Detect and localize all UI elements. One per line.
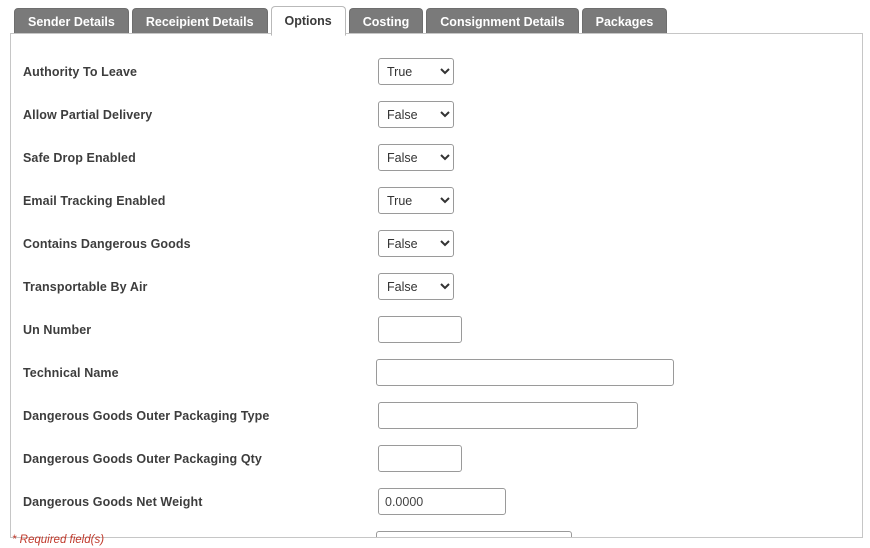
input-dg-net-weight[interactable] (378, 488, 506, 515)
select-authority-to-leave[interactable] (378, 58, 454, 85)
form-row-contains-dangerous-goods (11, 222, 862, 265)
field-safe-drop-enabled (376, 144, 862, 171)
label-email-tracking-enabled: Email Tracking Enabled (23, 193, 166, 208)
tab-strip (0, 0, 870, 34)
tab-options[interactable]: Options (271, 6, 346, 36)
label-un-number: Un Number (23, 322, 92, 337)
label-technical-name: Technical Name (23, 365, 119, 380)
field-dg-outer-packaging-qty (376, 445, 862, 472)
label-safe-drop-enabled: Safe Drop Enabled (23, 150, 136, 165)
field-contains-dangerous-goods (376, 230, 862, 257)
label-dg-outer-packaging-qty: Dangerous Goods Outer Packaging Qty (23, 451, 262, 466)
tab-consignment-details[interactable]: Consignment Details (426, 8, 578, 35)
field-dg-class-division (376, 531, 862, 538)
tab-packages[interactable]: Packages (582, 8, 668, 35)
select-email-tracking-enabled[interactable] (378, 187, 454, 214)
options-panel (10, 33, 863, 538)
form-row-technical-name (11, 351, 862, 394)
input-dg-class-division[interactable] (376, 531, 572, 538)
tab-sender-details[interactable]: Sender Details (14, 8, 129, 35)
select-allow-partial-delivery[interactable] (378, 101, 454, 128)
field-email-tracking-enabled (376, 187, 862, 214)
input-dg-outer-packaging-qty[interactable] (378, 445, 462, 472)
select-safe-drop-enabled[interactable] (378, 144, 454, 171)
form-row-dg-outer-packaging-type (11, 394, 862, 437)
form-row-un-number (11, 308, 862, 351)
label-dg-outer-packaging-type: Dangerous Goods Outer Packaging Type (23, 408, 270, 423)
input-dg-outer-packaging-type[interactable] (378, 402, 638, 429)
form-row-allow-partial-delivery (11, 93, 862, 136)
select-transportable-by-air[interactable] (378, 273, 454, 300)
label-transportable-by-air: Transportable By Air (23, 279, 148, 294)
field-un-number (376, 316, 862, 343)
tab-recipient-details[interactable]: Receipient Details (132, 8, 268, 35)
form-row-authority-to-leave (11, 50, 862, 93)
label-allow-partial-delivery: Allow Partial Delivery (23, 107, 153, 122)
field-transportable-by-air (376, 273, 862, 300)
form-row-dg-outer-packaging-qty (11, 437, 862, 480)
label-contains-dangerous-goods: Contains Dangerous Goods (23, 236, 191, 251)
field-dg-outer-packaging-type (376, 402, 862, 429)
form-row-dg-net-weight (11, 480, 862, 523)
label-authority-to-leave: Authority To Leave (23, 64, 138, 79)
field-allow-partial-delivery (376, 101, 862, 128)
field-authority-to-leave (376, 58, 862, 85)
form-row-transportable-by-air (11, 265, 862, 308)
tab-costing[interactable]: Costing (349, 8, 424, 35)
select-contains-dangerous-goods[interactable] (378, 230, 454, 257)
required-fields-note: * Required field(s) (12, 534, 105, 546)
field-dg-net-weight (376, 488, 862, 515)
field-technical-name (376, 359, 862, 386)
form-row-dg-class-division (11, 523, 862, 538)
form-row-email-tracking-enabled (11, 179, 862, 222)
options-form (11, 34, 862, 538)
label-dg-net-weight: Dangerous Goods Net Weight (23, 494, 203, 509)
input-un-number[interactable] (378, 316, 462, 343)
form-row-safe-drop-enabled (11, 136, 862, 179)
input-technical-name[interactable] (376, 359, 674, 386)
